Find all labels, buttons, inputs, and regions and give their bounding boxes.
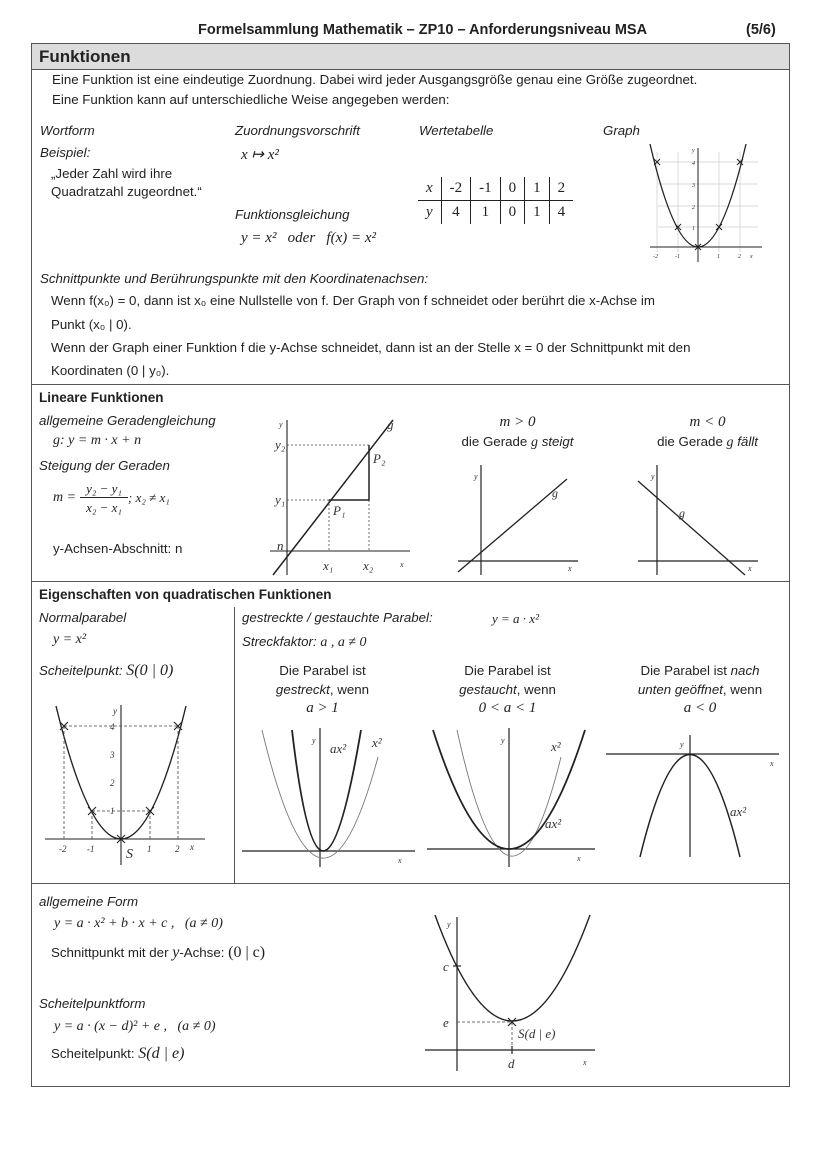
document-title: Formelsammlung Mathematik – ZP10 – Anforderungsniveau MSA [198,22,648,38]
svg-text:-2: -2 [59,844,67,854]
wortform-text-2: Quadratzahl zugeordnet.“ [51,184,202,199]
svg-text:1: 1 [692,226,695,232]
svg-text:y: y [501,736,505,745]
svg-text:2: 2 [692,205,695,211]
svg-text:4: 4 [692,161,695,167]
intro-line-1: Eine Funktion ist eine eindeutige Zuordnung. Dabei wird jeder Ausgangsgröße genau eine Größe zugeordnet. [52,72,698,87]
table-row-x: x -2 -1 0 1 2 [418,177,573,201]
svg-text:2: 2 [738,254,741,260]
steigt-text: die Gerade g steigt [461,434,574,450]
gleichung-label: Funktionsgleichung [235,207,350,222]
schnittpunkt-y-achse: Schnittpunkt mit der y-Achse: (0 | c) [51,944,266,961]
wortform-label: Wortform [40,123,95,138]
quadratisch-title: Eigenschaften von quadratischen Funktionen [39,587,332,602]
svg-text:1: 1 [110,806,115,816]
allg-form-label: allgemeine Form [39,894,139,909]
svg-text:1: 1 [717,254,720,260]
svg-text:x: x [577,854,581,863]
svg-text:x²: x² [372,735,382,750]
svg-text:P₁: P₁ [333,503,346,518]
svg-text:2: 2 [175,844,180,854]
svg-text:y: y [680,740,684,749]
svg-text:y: y [692,148,695,154]
svg-text:ax²: ax² [730,804,747,819]
svg-text:y: y [113,706,117,716]
svg-text:y₂: y₂ [275,437,286,452]
steigt-condition: m > 0 [499,414,536,430]
svg-text:d: d [508,1056,515,1071]
steigung-label: Steigung der Geraden [39,458,170,473]
gestreckt-label: gestreckte / gestauchte Parabel: [242,610,433,625]
normal-scheitel: Scheitelpunkt: S(0 | 0) [39,662,174,679]
svg-text:x: x [583,1058,587,1067]
svg-text:g: g [552,486,558,500]
allg-geradengleichung-label: allgemeine Geradengleichung [39,413,216,428]
linear-title: Lineare Funktionen [39,390,164,405]
scheitelpunkt-text: Scheitelpunkt: S(d | e) [51,1045,185,1062]
svg-text:-1: -1 [675,254,680,260]
wertetabelle [418,177,573,224]
gestreckt-description: Die Parabel ist gestreckt, wenn a > 1 [275,663,370,716]
faellt-condition: m < 0 [689,414,726,430]
svg-text:3: 3 [110,750,115,760]
schnitt-line-1: Wenn f(x₀) = 0, dann ist x₀ eine Nullstelle von f. Der Graph von f schneidet oder berührt die x-Achse im [51,293,655,308]
svg-text:ax²: ax² [330,741,347,756]
zuordnung-formula: x ↦ x² [241,147,279,163]
steigung-denominator: x₂ − x₁ [86,500,122,515]
svg-text:y: y [312,736,316,745]
svg-text:x²: x² [551,739,561,754]
svg-text:4: 4 [110,722,115,732]
falling-line-graph [635,465,775,580]
steigung-numerator: y₂ − y₁ [80,481,128,498]
table-row-y: y 4 1 0 1 4 [418,201,573,225]
zuordnung-label: Zuordnungsvorschrift [235,123,360,138]
downward-parabola-graph [604,732,784,862]
normalparabel-label: Normalparabel [39,610,127,625]
svg-text:ax²: ax² [545,816,562,831]
svg-text:n: n [277,538,284,553]
page-number: (5/6) [746,22,776,38]
svg-text:1: 1 [147,844,152,854]
linear-slope-graph [265,415,415,580]
svg-text:y: y [447,920,451,929]
svg-text:g: g [679,506,685,520]
svg-text:x₂: x₂ [363,558,374,573]
svg-text:g: g [387,417,394,432]
svg-text:S: S [126,847,133,862]
schnitt-title: Schnittpunkte und Berührungspunkte mit den Koordinatenachsen: [40,271,429,286]
column-divider [234,607,235,884]
gleichung-formula: y = x² oder f(x) = x² [241,230,377,246]
steigung-lhs: m = [53,490,77,505]
svg-text:x: x [568,564,572,573]
faellt-text: die Gerade g fällt [657,434,758,450]
svg-text:P₂: P₂ [373,451,386,466]
stretched-parabola-graph [240,725,420,870]
svg-text:S(d | e): S(d | e) [518,1026,556,1041]
svg-text:x: x [770,759,774,768]
section-title-funktionen: Funktionen [31,43,790,70]
nach-unten-description: Die Parabel ist nach unten geöffnet, wenn a < 0 [637,663,763,716]
graph-label: Graph [603,123,640,138]
schnitt-line-4: Koordinaten (0 | y₀). [51,363,170,378]
svg-text:x: x [748,564,752,573]
normal-parabola-graph-small [640,140,770,270]
beispiel-label: Beispiel: [40,145,91,160]
streckfaktor: Streckfaktor: a , a ≠ 0 [242,634,367,650]
svg-text:3: 3 [692,183,695,189]
vertex-form-graph [420,905,620,1075]
scheitelpunktform-formula: y = a · (x − d)² + e , (a ≠ 0) [54,1019,216,1034]
intro-line-2: Eine Funktion kann auf unterschiedliche Weise angegeben werden: [52,92,450,107]
svg-text:y: y [279,420,283,429]
gestaucht-description: Die Parabel ist gestaucht, wenn 0 < a < 1 [459,663,556,716]
svg-text:x₁: x₁ [323,558,334,573]
svg-text:-1: -1 [87,844,95,854]
svg-text:c: c [443,959,449,974]
normal-parabola-graph [40,700,215,870]
gestreckt-formula: y = a · x² [492,611,539,626]
compressed-parabola-graph [425,725,605,870]
scheitelpunktform-label: Scheitelpunktform [39,996,146,1011]
svg-text:y: y [474,472,478,481]
allg-form-formula: y = a · x² + b · x + c , (a ≠ 0) [54,916,223,931]
schnitt-line-2: Punkt (x₀ | 0). [51,317,132,332]
steigung-condition: ; x₂ ≠ x₁ [128,490,170,505]
svg-text:e: e [443,1015,449,1030]
wortform-text-1: „Jeder Zahl wird ihre [51,166,173,181]
y-achsenabschnitt: y-Achsen-Abschnitt: n [53,541,183,556]
svg-text:y: y [651,472,655,481]
svg-text:x: x [750,254,753,260]
allg-geradengleichung-formula: g: y = m · x + n [53,433,142,448]
svg-text:y₁: y₁ [275,492,286,507]
svg-text:x: x [400,560,404,569]
svg-text:-2: -2 [653,254,658,260]
svg-text:x: x [398,856,402,865]
normalparabel-formula: y = x² [53,632,87,647]
schnitt-line-3: Wenn der Graph einer Funktion f die y-Achse schneidet, dann ist an der Stelle x = 0 der Schnittpunkt mit den [51,340,691,355]
rising-line-graph [455,465,595,580]
svg-text:x: x [190,842,194,852]
svg-text:2: 2 [110,778,115,788]
wertetabelle-label: Wertetabelle [419,123,494,138]
